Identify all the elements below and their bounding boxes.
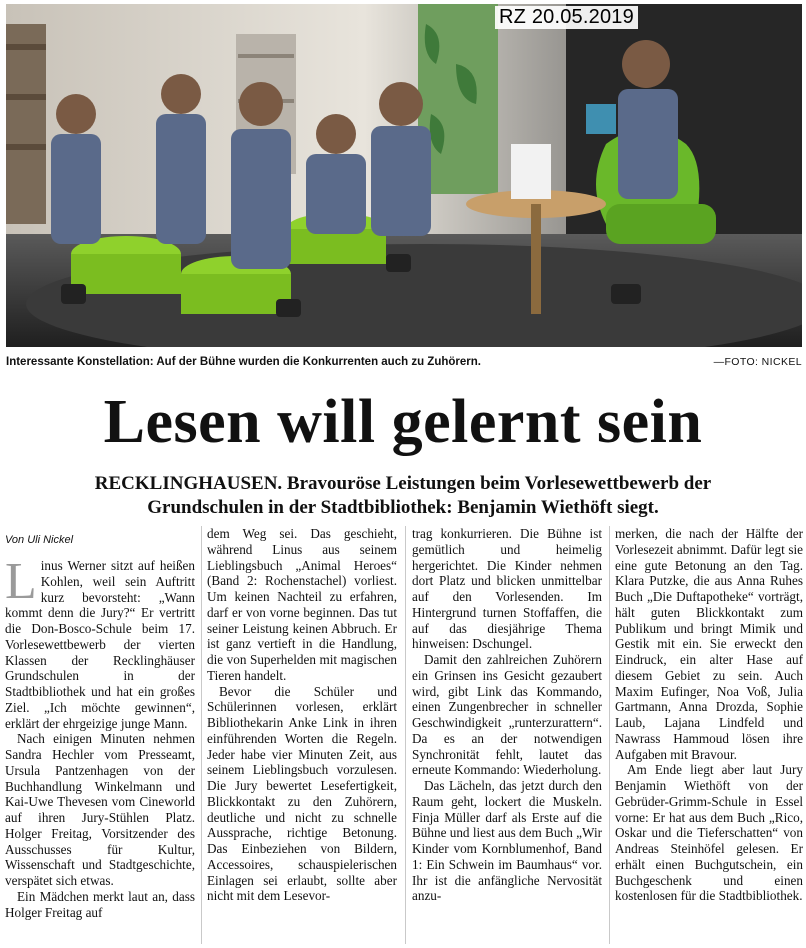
drop-cap: L (5, 558, 37, 610)
article-column-3 (412, 526, 602, 946)
paragraph-text: inus Werner sitzt auf heißen Kohlen, weil sein Auftritt kurz bevorsteht: „Wann kommt denn die Jury?“ Er vertritt die Don-Bosco-Schule beim 17. Vorlesewettbewerb der vierten Klassen der Recklinghäuser Grundschulen in der Stadtbibliothek und hat ein großes Ziel. „Ich möchte gewinnen“, erklärt der ehrgeizige junge Mann. (5, 558, 195, 731)
byline: Von Uli Nickel (5, 534, 74, 546)
paragraph: Das Lächeln, das jetzt durch den Raum geht, lockert die Muskeln. Finja Müller darf als Erste auf die Bühne und liest aus dem Buch „Wir Kinder vom Kornblumenhof, Band 1: Ein Schwein im Baumhaus“ vor. Ihr ist die anfängliche Nervosität anzu- (412, 778, 602, 904)
subhead-line-2: Grundschulen in der Stadtbibliothek: Benjamin Wiethöft siegt. (147, 497, 659, 518)
paragraph: Nach einigen Minuten nehmen Sandra Hechler vom Presseamt, Ursula Pantzenhagen von der Buchhandlung Winkelmann und Kai-Uwe Thevesen vom Cineworld auf ihren Jury-Stühlen Platz. Holger Freitag, Vorsitzender des Ausschusses für Kultur, Wissenschaft und Stadtgeschichte, verspätet sich etwas. (5, 731, 195, 888)
subhead-line-1: RECKLINGHAUSEN. Bravouröse Leistungen beim Vorlesewettbewerb der (94, 473, 712, 494)
paragraph: Bevor die Schüler und Schülerinnen vorlesen, erklärt Bibliothekarin Anke Link in ihren einführenden Worten die Regeln. Jeder habe vier Minuten Zeit, aus seinem Lieblingsbuch vorzulesen. Die Jury bewertet Lesefertigkeit, Blickkontakt zu den Zuhörern, deutliche und nicht zu schnelle Aussprache, richtige Betonung. Das Einbeziehen von Bildern, Accessoires, schauspielerischen Einlagen sei erlaubt, sollte aber nicht mit dem Lesevor- (207, 683, 397, 904)
paragraph: Am Ende liegt aber laut Jury Benjamin Wiethöft von der Gebrüder-Grimm-Schule in Essel vorne: Er hat aus dem Buch „Rico, Oskar und die Tieferschatten“ von Andreas Steinhöfel gelesen. Er erhält einen Buchgutschein, ein Buchgeschenk und einen kostenlosen für die Stadtbibliothek. (615, 762, 803, 904)
date-stamp: RZ 20.05.2019 (495, 6, 638, 29)
article-column-1 (5, 558, 195, 948)
photo-illustration (6, 4, 802, 347)
column-divider (201, 526, 202, 944)
article-column-2 (207, 526, 397, 946)
photo-credit: —FOTO: NICKEL (713, 356, 802, 368)
caption-text: Interessante Konstellation: Auf der Bühne wurden die Konkurrenten auch zu Zuhörern. (6, 356, 481, 368)
paragraph: merken, die nach der Hälfte der Vorlesezeit abnimmt. Dafür legt sie eine gute Betonung an den Tag. Klara Putzke, die aus Anna Ruhes Buch „Die Duftapotheke“ vorträgt, hält guten Blickkontakt zum Publikum und bringt Mimik und Gestik mit ein. Sie erweckt den Eindruck, ein alter Hase auf diesem Gebiet zu sein. Auch Maxim Eufinger, Noa Voß, Julia Gartmann, Anna Drozda, Sophie Laub, Lajana Lindfeld und Nawrass Hammoud lösen ihre Aufgaben mit Bravour. (615, 526, 803, 762)
column-divider (609, 526, 610, 944)
paragraph: dem Weg sei. Das geschieht, während Linus aus seinem Lieblingsbuch „Animal Heroes“ (Band 2: Rochenstachel) vorliest. Um keinen Nachteil zu erfahren, darf er von vorne beginnen. Das tut seiner Leistung keinen Abbruch. Er ist ganz vertieft in die Handlung, die von Superhelden mit magischen Tieren handelt. (207, 526, 397, 683)
article-photo (6, 4, 802, 347)
paragraph (5, 558, 195, 731)
article-column-4 (615, 526, 803, 946)
subheadline (0, 472, 806, 520)
paragraph: Damit den zahlreichen Zuhörern ein Grinsen ins Gesicht gezaubert wird, gibt Link das Kommando, einen Zungenbrecher in schneller Geschwindigkeit „runterzurattern“. Da es an der notwendigen Synchronität fehlt, lautet das erneute Kommando: Wiederholung. (412, 652, 602, 778)
paragraph: Ein Mädchen merkt laut an, dass Holger Freitag auf (5, 888, 195, 920)
headline: Lesen will gelernt sein (103, 388, 703, 456)
column-divider (405, 526, 406, 944)
photo-caption (6, 356, 802, 372)
paragraph: trag konkurrieren. Die Bühne ist gemütlich und heimelig hergerichtet. Die Kinder nehmen dort Platz und blicken unmittelbar auf den Vorlesenden. Im Hintergrund turnen Stoffaffen, die auf das diesjährige Thema hinweisen: Dschungel. (412, 526, 602, 652)
